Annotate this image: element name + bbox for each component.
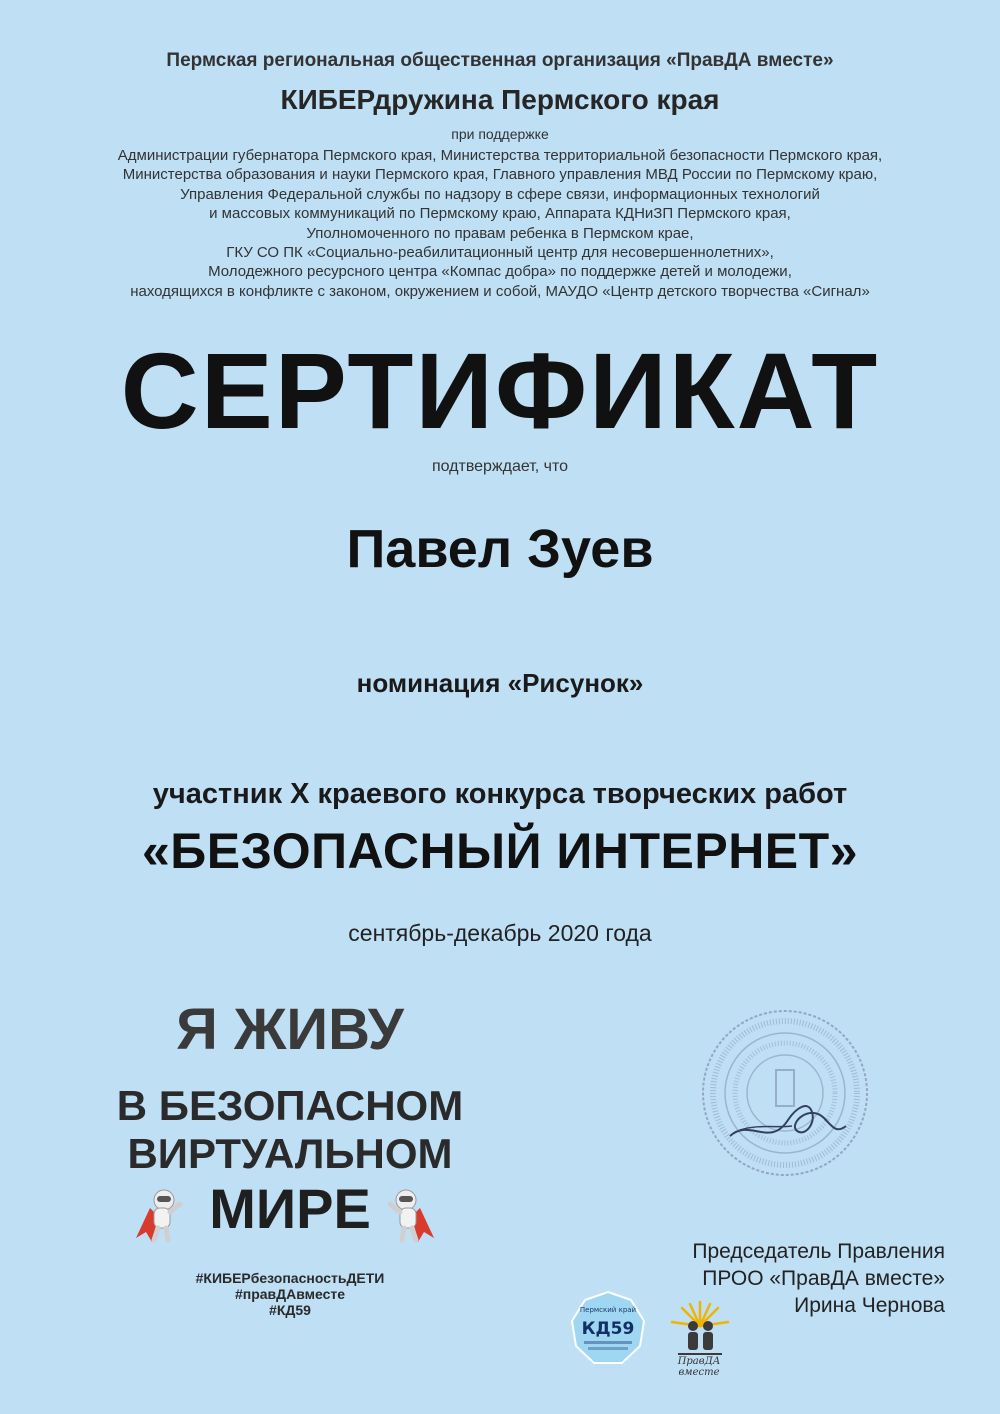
slogan-line-1: Я ЖИВУ <box>176 997 404 1062</box>
participant-text: участник X краевого конкурса творческих работ <box>152 778 848 810</box>
kd59-main-label: КД59 <box>581 1319 635 1339</box>
supporters-list <box>0 146 1000 301</box>
supporter-line: Молодежного ресурсного центра «Компас добра» по поддержке детей и молодежи, <box>208 263 792 281</box>
slogan-line-2: В БЕЗОПАСНОМ <box>116 1082 464 1129</box>
hashtag: #КИБЕРбезопасностьДЕТИ <box>195 1270 385 1286</box>
confirms-text: подтверждает, что <box>431 458 569 475</box>
contest-name: «БЕЗОПАСНЫЙ ИНТЕРНЕТ» <box>141 823 859 879</box>
hashtag: #правДАвместе <box>234 1286 346 1302</box>
official-stamp-icon <box>700 1008 870 1178</box>
supporter-line: Уполномоченного по правам ребенка в Пермском крае, <box>306 224 694 242</box>
certificate-title: СЕРТИФИКАТ <box>120 330 880 451</box>
kiber-druzhina-title: КИБЕРдружина Пермского края <box>280 84 720 115</box>
supporter-line: Администрации губернатора Пермского края, Министерства территориальной безопасности Пермского края, <box>117 147 883 164</box>
supporter-line: Управления Федеральной службы по надзору в сфере связи, информационных технологий <box>180 185 820 203</box>
signer-organization: ПРОО «ПравДА вместе» <box>702 1267 945 1290</box>
flying-hero-icon <box>386 1186 438 1246</box>
slogan-line-3: ВИРТУАЛЬНОМ <box>127 1130 453 1177</box>
slogan-line-4: МИРЕ <box>209 1177 371 1240</box>
organization-name: Пермская региональная общественная организация «ПравДА вместе» <box>166 50 834 71</box>
support-caption: при поддержке <box>451 126 549 142</box>
kd59-top-label: Пермский край <box>579 1306 637 1314</box>
contest-period: сентябрь-декабрь 2020 года <box>348 920 652 946</box>
hashtags <box>170 1270 410 1318</box>
supporter-line: и массовых коммуникаций по Пермскому краю, Аппарата КДНиЗП Пермского края, <box>209 205 791 223</box>
signer-name: Ирина Чернова <box>794 1294 945 1317</box>
supporter-line: Министерства образования и науки Пермского края, Главного управления МВД России по Пермскому краю, <box>122 166 878 184</box>
nomination-text: номинация «Рисунок» <box>356 668 644 698</box>
recipient-name: Павел Зуев <box>346 519 654 579</box>
hashtag: #КД59 <box>269 1302 311 1318</box>
kd59-logo-icon <box>570 1290 646 1366</box>
supporter-line: находящихся в конфликте с законом, окружением и собой, МАУДО «Центр детского творчества «Сигнал» <box>130 282 870 300</box>
signer-title: Председатель Правления <box>692 1240 945 1263</box>
supporter-line: ГКУ СО ПК «Социально-реабилитационный центр для несовершеннолетних», <box>226 244 774 262</box>
flying-hero-icon <box>132 1186 184 1246</box>
pravda-logo-caption: ПравДА вместе <box>677 1356 721 1378</box>
